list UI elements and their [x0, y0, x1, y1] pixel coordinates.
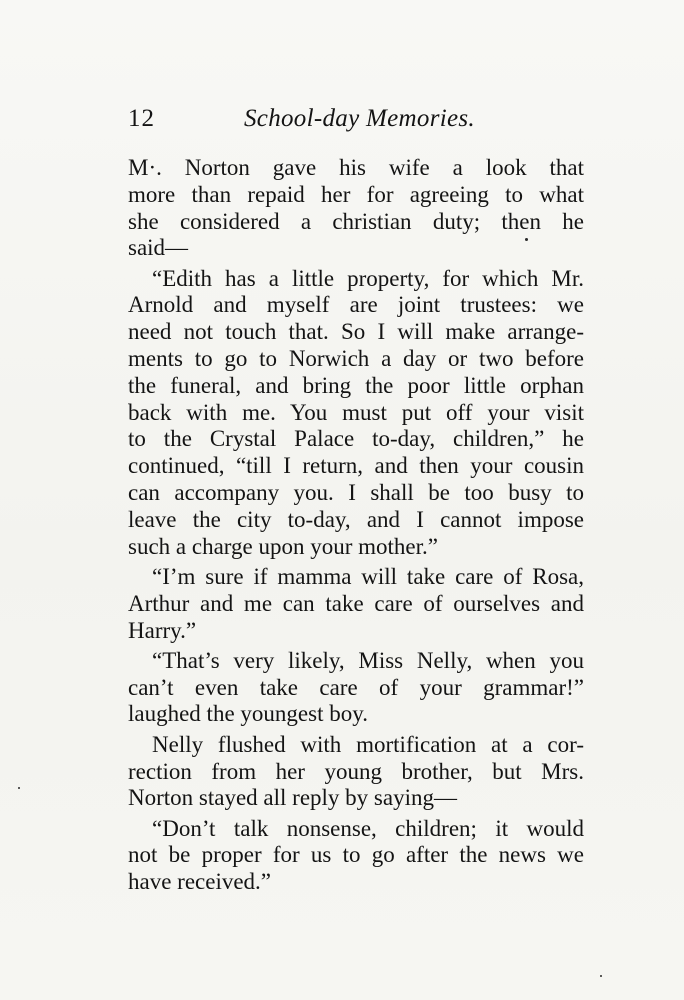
page-number: 12: [128, 105, 155, 132]
paragraph: [128, 648, 584, 728]
text-line: need not touch that. So I will make arrange-: [128, 319, 584, 345]
text-line: rection from her young brother, but Mrs.: [128, 758, 584, 784]
running-title: School-day Memories.: [244, 105, 475, 132]
text-line: Nelly flushed with mortification at a cor-: [152, 731, 584, 757]
text-line: leave the city to-day, and I cannot impose: [128, 506, 584, 532]
text-line: such a charge upon your mother.”: [128, 533, 438, 559]
text-line: laughed the youngest boy.: [128, 701, 368, 727]
paragraph: [128, 266, 584, 561]
text-line: not be proper for us to go after the news we: [128, 842, 584, 868]
paragraph: [128, 564, 584, 644]
text-line: “Edith has a little property, for which Mr.: [152, 265, 584, 291]
text-line: can’t even take care of your grammar!”: [128, 674, 584, 700]
text-line: Harry.”: [128, 617, 197, 643]
ink-speck: [18, 787, 20, 789]
body-text: [128, 155, 584, 896]
text-line: can accompany you. I shall be too busy to: [128, 480, 584, 506]
text-line: the funeral, and bring the poor little orphan: [128, 372, 584, 398]
paragraph: [128, 155, 584, 262]
ink-speck: [600, 975, 602, 977]
text-line: M·. Norton gave his wife a look that: [128, 155, 584, 180]
ink-speck: [525, 238, 528, 241]
text-line: continued, “till I return, and then your cousin: [128, 453, 584, 479]
text-line: Arthur and me can take care of ourselves and: [128, 590, 584, 616]
text-line: ments to go to Norwich a day or two before: [128, 346, 584, 372]
text-line: “That’s very likely, Miss Nelly, when you: [152, 647, 584, 673]
text-line: “I’m sure if mamma will take care of Rosa,: [152, 563, 584, 589]
text-line: back with me. You must put off your visit: [128, 399, 584, 425]
text-line: more than repaid her for agreeing to what: [128, 181, 584, 207]
text-line: “Don’t talk nonsense, children; it would: [152, 815, 584, 841]
text-line: to the Crystal Palace to-day, children,” he: [128, 426, 584, 452]
text-line: she considered a christian duty; then he: [128, 208, 584, 234]
text-line: Arnold and myself are joint trustees: we: [128, 292, 584, 318]
paragraph: [128, 732, 584, 812]
text-line: Norton stayed all reply by saying—: [128, 785, 457, 811]
page-header: [128, 104, 588, 134]
paragraph: [128, 816, 584, 896]
text-line: have received.”: [128, 869, 272, 895]
text-line: said—: [128, 235, 189, 261]
